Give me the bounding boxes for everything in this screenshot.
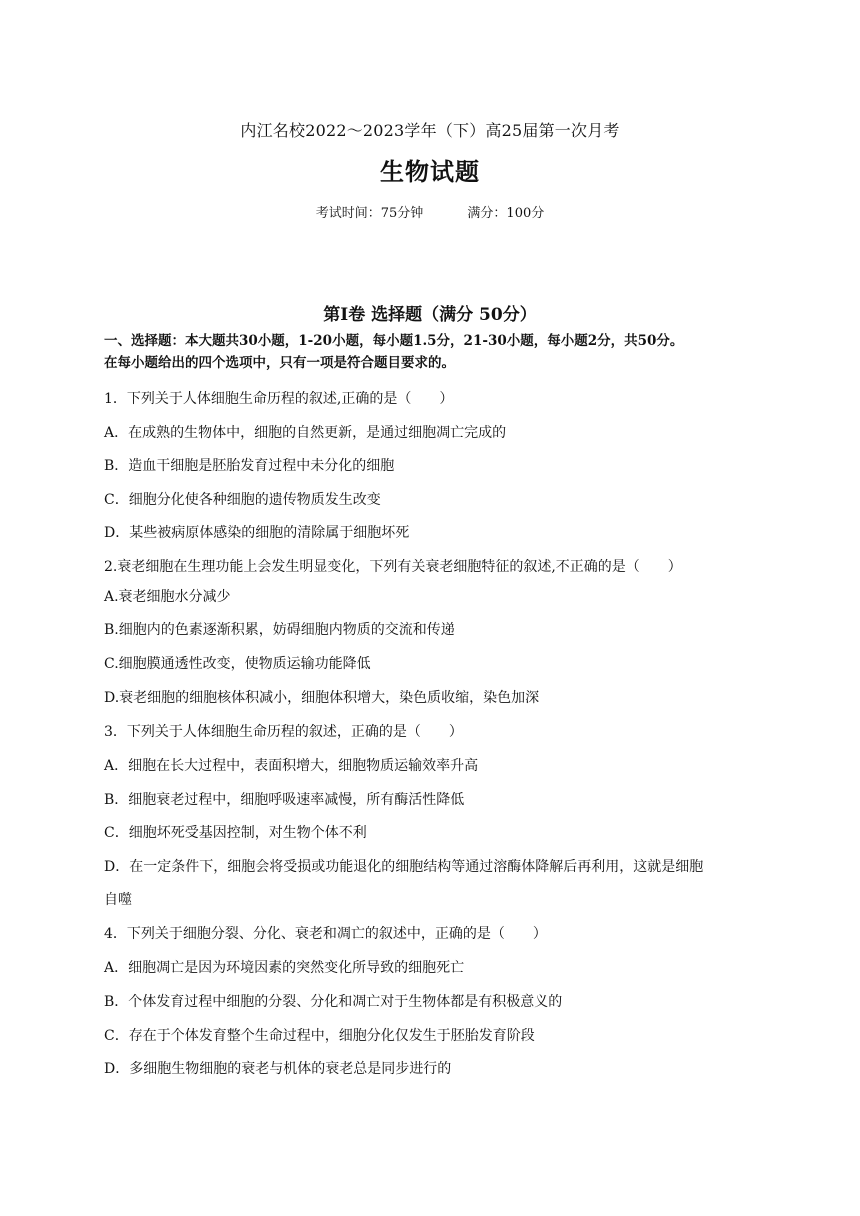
page-title: 生物试题 bbox=[380, 158, 480, 186]
answer-option: A．细胞在长大过程中，表面积增大，细胞物质运输效率升高 bbox=[104, 758, 479, 774]
answer-option: B．个体发育过程中细胞的分裂、分化和凋亡对于生物体都是有积极意义的 bbox=[104, 994, 563, 1010]
question-stem: 1．下列关于人体细胞生命历程的叙述,正确的是（ ） bbox=[104, 391, 454, 407]
answer-option: D．多细胞生物细胞的衰老与机体的衰老总是同步进行的 bbox=[104, 1061, 452, 1077]
answer-option: A．细胞凋亡是因为环境因素的突然变化所导致的细胞死亡 bbox=[104, 960, 465, 976]
answer-option: C．细胞坏死受基因控制，对生物个体不利 bbox=[104, 825, 367, 841]
answer-option: B.细胞内的色素逐渐积累，妨碍细胞内物质的交流和传递 bbox=[104, 622, 455, 638]
answer-option: C．存在于个体发育整个生命过程中，细胞分化仅发生于胚胎发育阶段 bbox=[104, 1028, 535, 1044]
question-stem: 4．下列关于细胞分裂、分化、衰老和凋亡的叙述中，正确的是（ ） bbox=[104, 926, 547, 942]
section-title: 第Ⅰ卷 选择题（满分 50分） bbox=[323, 305, 537, 325]
answer-option: D．在一定条件下，细胞会将受损或功能退化的细胞结构等通过溶酶体降解后再利用，这就是细胞 bbox=[104, 859, 704, 875]
exam-score: 满分：100分 bbox=[467, 206, 545, 221]
answer-option: A.衰老细胞水分减少 bbox=[104, 589, 231, 605]
exam-name: 内江名校2022～2023学年（下）高25届第一次月考 bbox=[240, 121, 620, 140]
answer-option-continued: 自噬 bbox=[104, 892, 132, 908]
answer-option: A．在成熟的生物体中，细胞的自然更新，是通过细胞凋亡完成的 bbox=[104, 425, 507, 441]
answer-option: D.衰老细胞的细胞核体积减小，细胞体积增大，染色质收缩，染色加深 bbox=[104, 690, 540, 706]
answer-option: C.细胞膜通透性改变，使物质运输功能降低 bbox=[104, 656, 371, 672]
question-stem: 3．下列关于人体细胞生命历程的叙述，正确的是（ ） bbox=[104, 724, 463, 740]
exam-time: 考试时间：75分钟 bbox=[315, 206, 424, 221]
answer-option: B．细胞衰老过程中，细胞呼吸速率减慢，所有酶活性降低 bbox=[104, 792, 465, 808]
answer-option: B．造血干细胞是胚胎发育过程中未分化的细胞 bbox=[104, 458, 395, 474]
answer-option: C．细胞分化使各种细胞的遗传物质发生改变 bbox=[104, 492, 381, 508]
answer-option: D．某些被病原体感染的细胞的清除属于细胞坏死 bbox=[104, 525, 410, 541]
section-instruction: 在每小题给出的四个选项中，只有一项是符合题目要求的。 bbox=[104, 355, 455, 371]
exam-info bbox=[0, 202, 860, 221]
section-instruction: 一、选择题：本大题共30小题，1-20小题，每小题1.5分，21-30小题，每小题2分，共50分。 bbox=[104, 333, 684, 349]
question-stem: 2.衰老细胞在生理功能上会发生明显变化，下列有关衰老细胞特征的叙述,不正确的是（ ） bbox=[104, 559, 682, 575]
